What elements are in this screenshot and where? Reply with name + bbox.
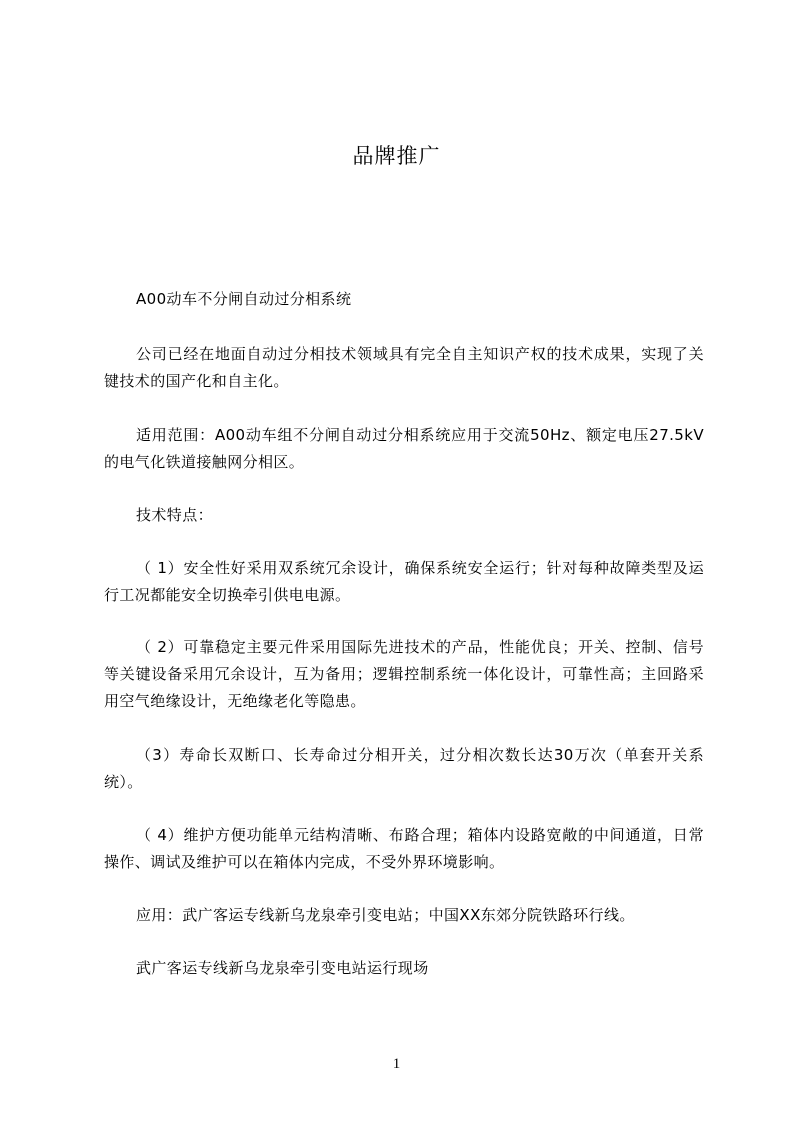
page-number: 1 bbox=[392, 1056, 401, 1072]
system-name-paragraph: A00动车不分闸自动过分相系统 bbox=[136, 290, 352, 308]
page-title: 品牌推广 bbox=[352, 144, 441, 168]
feature-reliability-paragraph: （ 2）可靠稳定主要元件采用国际先进技术的产品，性能优良；开关、控制、信号等关键设备采用冗余设计，互为备用；逻辑控制系统一体化设计，可靠性高；主回路采用空气绝缘设计，无绝缘老化等隐患。 bbox=[104, 638, 704, 710]
feature-lifespan-paragraph: （3）寿命长双断口、长寿命过分相开关，过分相次数长达30万次（单套开关系统）。 bbox=[104, 746, 704, 791]
feature-maintenance-paragraph: （ 4）维护方便功能单元结构清晰、布路合理；箱体内设路宽敞的中间通道，日常操作、调试及维护可以在箱体内完成，不受外界环境影响。 bbox=[104, 826, 704, 871]
site-caption-paragraph: 武广客运专线新乌龙泉牵引变电站运行现场 bbox=[136, 959, 429, 977]
application-paragraph: 应用：武广客运专线新乌龙泉牵引变电站；中国XX东郊分院铁路环行线。 bbox=[136, 906, 635, 924]
intro-paragraph: 公司已经在地面自动过分相技术领域具有完全自主知识产权的技术成果，实现了关键技术的国产化和自主化。 bbox=[104, 345, 704, 390]
scope-paragraph: 适用范围：A00动车组不分闸自动过分相系统应用于交流50Hz、额定电压27.5kV的电气化铁道接触网分相区。 bbox=[104, 426, 704, 471]
feature-safety-paragraph: （ 1）安全性好采用双系统冗余设计，确保系统安全运行；针对每种故障类型及运行工况都能安全切换牵引供电电源。 bbox=[104, 559, 704, 604]
features-heading: 技术特点： bbox=[136, 506, 214, 524]
